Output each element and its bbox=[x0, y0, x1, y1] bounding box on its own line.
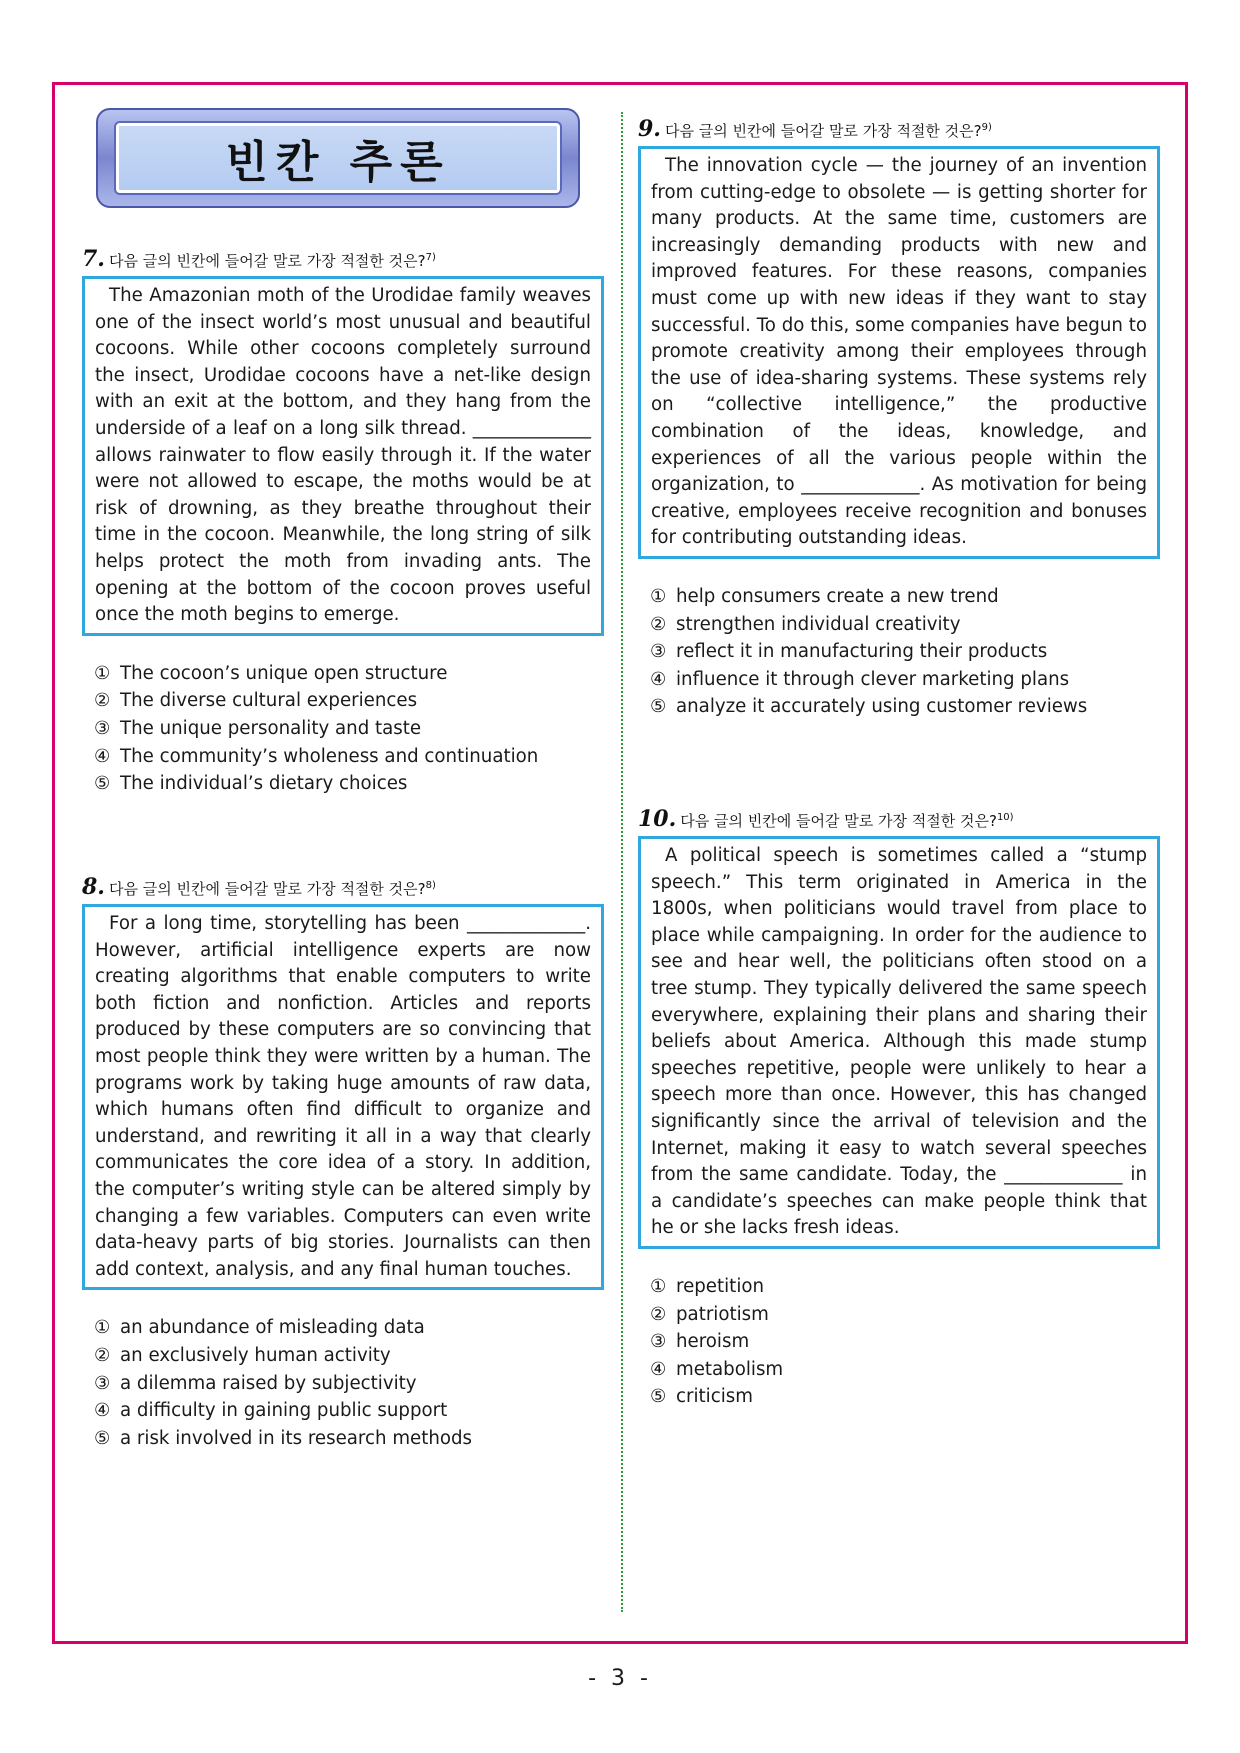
question-7-number: 7. bbox=[82, 246, 105, 272]
option-mark: ② bbox=[650, 1303, 667, 1325]
question-8-footnote: 8) bbox=[425, 880, 436, 891]
question-8 bbox=[82, 874, 604, 1452]
option-text: a risk involved in its research methods bbox=[120, 1427, 473, 1449]
question-9-header bbox=[638, 116, 1160, 140]
option-text: a dilemma raised by subjectivity bbox=[120, 1372, 417, 1394]
question-9-number: 9. bbox=[638, 116, 661, 142]
option[interactable] bbox=[94, 1370, 604, 1398]
option-mark: ⑤ bbox=[94, 1427, 111, 1449]
option[interactable] bbox=[650, 693, 1160, 721]
option-mark: ① bbox=[650, 1275, 667, 1297]
option[interactable] bbox=[94, 1314, 604, 1342]
option-mark: ④ bbox=[94, 1400, 111, 1422]
section-title-panel bbox=[116, 123, 560, 193]
option-text: criticism bbox=[676, 1386, 753, 1408]
option-text: patriotism bbox=[676, 1303, 769, 1325]
option-text: The unique personality and taste bbox=[120, 717, 422, 739]
option[interactable] bbox=[650, 611, 1160, 639]
option-text: an exclusively human activity bbox=[120, 1344, 391, 1366]
question-10-header bbox=[638, 806, 1160, 830]
option-text: The community’s wholeness and continuation bbox=[120, 745, 539, 767]
section-title-banner bbox=[96, 108, 580, 208]
option-mark: ⑤ bbox=[650, 696, 667, 718]
option-mark: ⑤ bbox=[650, 1386, 667, 1408]
question-7-header bbox=[82, 246, 604, 270]
option-text: The diverse cultural experiences bbox=[120, 690, 418, 712]
option-mark: ④ bbox=[94, 745, 111, 767]
option[interactable] bbox=[650, 666, 1160, 694]
option-text: heroism bbox=[676, 1331, 750, 1353]
page-number: - 3 - bbox=[588, 1666, 652, 1691]
question-7 bbox=[82, 246, 604, 798]
option[interactable] bbox=[650, 1273, 1160, 1301]
question-8-number: 8. bbox=[82, 874, 105, 900]
option-mark: ② bbox=[650, 613, 667, 635]
option-text: The individual’s dietary choices bbox=[120, 773, 408, 795]
option-mark: ③ bbox=[94, 1372, 111, 1394]
option-mark: ③ bbox=[650, 641, 667, 663]
question-8-prompt: 다음 글의 빈칸에 들어갈 말로 가장 적절한 것은? bbox=[108, 880, 426, 898]
option-mark: ⑤ bbox=[94, 773, 111, 795]
question-7-options bbox=[82, 660, 604, 798]
question-8-options bbox=[82, 1314, 604, 1452]
option-text: strengthen individual creativity bbox=[676, 613, 961, 635]
option-mark: ④ bbox=[650, 668, 667, 690]
option-text: an abundance of misleading data bbox=[120, 1317, 425, 1339]
question-10-prompt: 다음 글의 빈칸에 들어갈 말로 가장 적절한 것은? bbox=[680, 812, 997, 830]
option[interactable] bbox=[650, 1328, 1160, 1356]
option[interactable] bbox=[94, 687, 604, 715]
option[interactable] bbox=[94, 1342, 604, 1370]
option-text: a difficulty in gaining public support bbox=[120, 1400, 448, 1422]
option-text: metabolism bbox=[676, 1358, 784, 1380]
question-9-prompt: 다음 글의 빈칸에 들어갈 말로 가장 적절한 것은? bbox=[664, 122, 982, 140]
option-text: help consumers create a new trend bbox=[676, 585, 999, 607]
question-8-header bbox=[82, 874, 604, 898]
option-mark: ④ bbox=[650, 1358, 667, 1380]
question-10-footnote: 10) bbox=[996, 812, 1014, 823]
question-9-footnote: 9) bbox=[981, 122, 992, 133]
option-mark: ③ bbox=[650, 1331, 667, 1353]
question-10 bbox=[638, 806, 1160, 1411]
question-8-passage: For a long time, storytelling has been _____________. However, artificial intelligence experts are now creating algorithms that enable computers to write both fiction and nonfiction. Articles and reports produced by these computers are so convincing that most people think they were written by a human. The programs work by taking huge amounts of raw data, which humans often find difficult to organize and understand, and rewriting it all in a way that clearly communicates the core idea of a story. In addition, the computer’s writing style can be altered simply by changing a few variables. Computers can even write data-heavy parts of big stories. Journalists can then add context, analysis, and any final human touches. bbox=[82, 904, 604, 1290]
question-9-options bbox=[638, 583, 1160, 721]
question-7-prompt: 다음 글의 빈칸에 들어갈 말로 가장 적절한 것은? bbox=[108, 252, 426, 270]
option-mark: ① bbox=[94, 662, 111, 684]
question-9 bbox=[638, 116, 1160, 721]
option[interactable] bbox=[650, 583, 1160, 611]
option[interactable] bbox=[650, 638, 1160, 666]
section-title: 빈칸 추론 bbox=[225, 137, 451, 188]
option[interactable] bbox=[650, 1356, 1160, 1384]
option[interactable] bbox=[94, 660, 604, 688]
option-mark: ① bbox=[94, 1317, 111, 1339]
question-9-passage: The innovation cycle — the journey of an invention from cutting-edge to obsolete — is getting shorter for many products. At the same time, customers are increasingly demanding products with new and improved features. For these reasons, companies must come up with new ideas if they want to stay successful. To do this, some companies have begun to promote creativity among their employees through the use of idea-sharing systems. These systems rely on “collective intelligence,” the productive combination of the ideas, knowledge, and experiences of all the various people within the organization, to _____________. As motivation for being creative, employees receive recognition and bonuses for contributing outstanding ideas. bbox=[638, 146, 1160, 559]
option-mark: ① bbox=[650, 585, 667, 607]
option-text: reflect it in manufacturing their products bbox=[676, 641, 1048, 663]
column-divider bbox=[621, 112, 623, 1612]
option[interactable] bbox=[94, 770, 604, 798]
option-text: analyze it accurately using customer reviews bbox=[676, 696, 1088, 718]
option[interactable] bbox=[650, 1383, 1160, 1411]
question-7-passage: The Amazonian moth of the Urodidae family weaves one of the insect world’s most unusual and beautiful cocoons. While other cocoons completely surround the insect, Urodidae cocoons have a net-like design with an exit at the bottom, and they hang from the underside of a leaf on a long silk thread. _____________ allows rainwater to flow easily through it. If the water were not allowed to escape, the moths would be at risk of drowning, as they breathe throughout their time in the cocoon. Meanwhile, the long string of silk helps protect the moth from invading ants. The opening at the bottom of the cocoon proves useful once the moth begins to emerge. bbox=[82, 276, 604, 636]
option-mark: ② bbox=[94, 1344, 111, 1366]
question-10-passage: A political speech is sometimes called a “stump speech.” This term originated in America in the 1800s, when politicians would travel from place to place while campaigning. In order for the audience to see and hear well, the politicians often stood on a tree stump. They typically delivered the same speech everywhere, explaining their plans and sharing their beliefs about America. Although this made stump speeches repetitive, people were unlikely to hear a speech more than once. However, this has changed significantly since the arrival of television and the Internet, making it easy to watch several speeches from the same candidate. Today, the _____________ in a candidate’s speeches can make people think that he or she lacks fresh ideas. bbox=[638, 836, 1160, 1249]
question-7-footnote: 7) bbox=[425, 252, 436, 263]
option[interactable] bbox=[94, 715, 604, 743]
option[interactable] bbox=[650, 1301, 1160, 1329]
question-10-number: 10. bbox=[638, 806, 677, 832]
option-mark: ② bbox=[94, 690, 111, 712]
option[interactable] bbox=[94, 1397, 604, 1425]
option-text: The cocoon’s unique open structure bbox=[120, 662, 448, 684]
question-10-options bbox=[638, 1273, 1160, 1411]
option[interactable] bbox=[94, 743, 604, 771]
option-text: influence it through clever marketing plans bbox=[676, 668, 1070, 690]
option-mark: ③ bbox=[94, 717, 111, 739]
option[interactable] bbox=[94, 1425, 604, 1453]
option-text: repetition bbox=[676, 1275, 765, 1297]
